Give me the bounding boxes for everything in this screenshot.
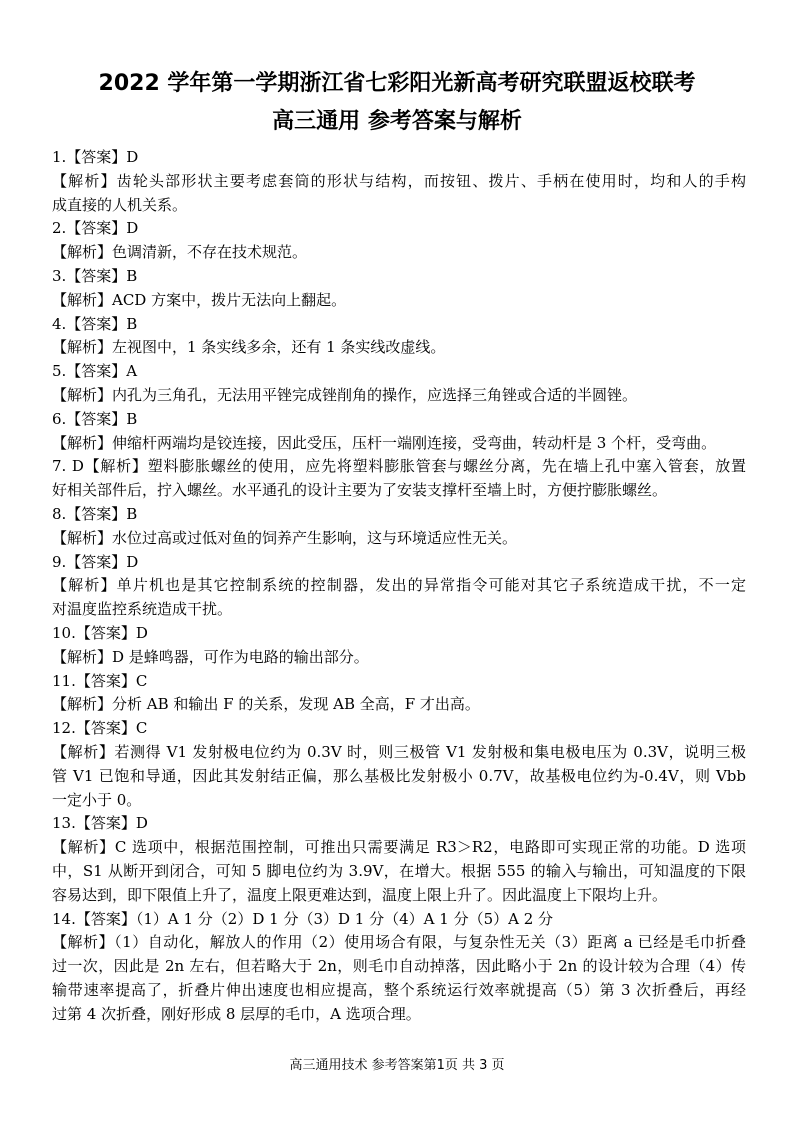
text-line: 【解析】内孔为三角孔，无法用平锉完成锉削角的操作，应选择三角锉或合适的半圆锉。	[52, 385, 638, 404]
text-line: 9.【答案】D	[52, 552, 139, 571]
text-line: 5.【答案】A	[52, 362, 138, 381]
text-line: 一定小于 0。	[52, 790, 142, 809]
text-line: 4.【答案】B	[52, 314, 138, 333]
text-line: 13.【答案】D	[52, 814, 148, 833]
text-line: 10.【答案】D	[52, 623, 148, 642]
text-line: 【解析】伸缩杆两端均是铰连接，因此受压，压杆一端刚连接，受弯曲，转动杆是 3 个杆，受弯曲。	[52, 433, 717, 452]
text-line: 【解析】水位过高或过低对鱼的饲养产生影响，这与环境适应性无关。	[52, 528, 518, 547]
text-line: 过一次，因此是 2n 左右，但若略大于 2n，则毛巾自动掉落，因此略小于 2n 的设计较为合理（4）传	[52, 957, 746, 976]
text-line: 3.【答案】B	[52, 266, 138, 285]
document-title: 2022 学年第一学期浙江省七彩阳光新高考研究联盟返校联考	[98, 71, 696, 96]
answer-content	[52, 146, 746, 1026]
text-line: 【解析】D 是蜂鸣器，可作为电路的输出部分。	[52, 647, 369, 666]
text-line: 【解析】单片机也是其它控制系统的控制器，发出的异常指令可能对其它子系统造成干扰，不一定	[52, 576, 746, 595]
text-line: 输带速率提高了，折叠片伸出速度也相应提高，整个系统运行效率就提高（5）第 3 次折叠后，再经	[52, 980, 746, 999]
text-line: 对温度监控系统造成干扰。	[52, 600, 233, 619]
text-line: 过第 4 次折叠，刚好形成 8 层厚的毛巾，A 选项合理。	[52, 1004, 421, 1023]
text-line: 【解析】分析 AB 和输出 F 的关系，发现 AB 全高，F 才出高。	[52, 695, 480, 714]
text-line: 1.【答案】D	[52, 148, 139, 166]
text-line: 12.【答案】C	[52, 719, 148, 738]
text-line: 【解析】若测得 V1 发射极电位约为 0.3V 时，则三极管 V1 发射极和集电极电压为 0.3V，说明三极	[52, 742, 746, 761]
text-line: 容易达到，即下限值上升了，温度上限更难达到，温度上限上升了。因此温度上下限均上升。	[52, 885, 668, 904]
text-line: 14.【答案】（1）A 1 分（2）D 1 分（3）D 1 分（4）A 1 分（5）A 2 分	[52, 909, 554, 928]
text-line: 6.【答案】B	[52, 409, 138, 428]
text-line: 【解析】左视图中，1 条实线多余，还有 1 条实线改虚线。	[52, 338, 446, 357]
text-line: 【解析】（1）自动化，解放人的作用（2）使用场合有限，与复杂性无关（3）距离 a 已经是毛巾折叠	[52, 933, 746, 952]
text-line: 【解析】C 选项中，根据范围控制，可推出只需要满足 R3＞R2，电路即可实现正常的功能。D 选项	[52, 838, 746, 857]
text-line: 2.【答案】D	[52, 219, 139, 238]
text-line: 【解析】色调清新，不存在技术规范。	[52, 243, 308, 262]
text-line: 【解析】齿轮头部形状主要考虑套筒的形状与结构，而按钮、拨片、手柄在使用时，均和人的手构	[52, 171, 746, 190]
document-subtitle: 高三通用 参考答案与解析	[272, 109, 522, 134]
text-line: 中，S1 从断开到闭合，可知 5 脚电位约为 3.9V，在增大。根据 555 的输入与输出，可知温度的下限	[52, 861, 746, 880]
text-line: 【解析】ACD 方案中，拨片无法向上翻起。	[52, 290, 347, 309]
text-line: 成直接的人机关系。	[52, 195, 188, 214]
page-footer: 高三通用技术 参考答案第1页 共 3 页	[289, 1058, 505, 1073]
text-line: 好相关部件后，拧入螺丝。水平通孔的设计主要为了安装支撑杆至墙上时，方便拧膨胀螺丝。	[52, 481, 668, 500]
text-line: 管 V1 已饱和导通，因此其发射结正偏，那么基极比发射极小 0.7V，故基极电位约为-0.4V，则 Vbb	[52, 766, 746, 785]
text-line: 8.【答案】B	[52, 504, 138, 523]
text-line: 11.【答案】C	[52, 671, 148, 690]
text-line: 7. D【解析】塑料膨胀螺丝的使用，应先将塑料膨胀管套与螺丝分离，先在墙上孔中塞入管套，放置	[52, 457, 746, 476]
